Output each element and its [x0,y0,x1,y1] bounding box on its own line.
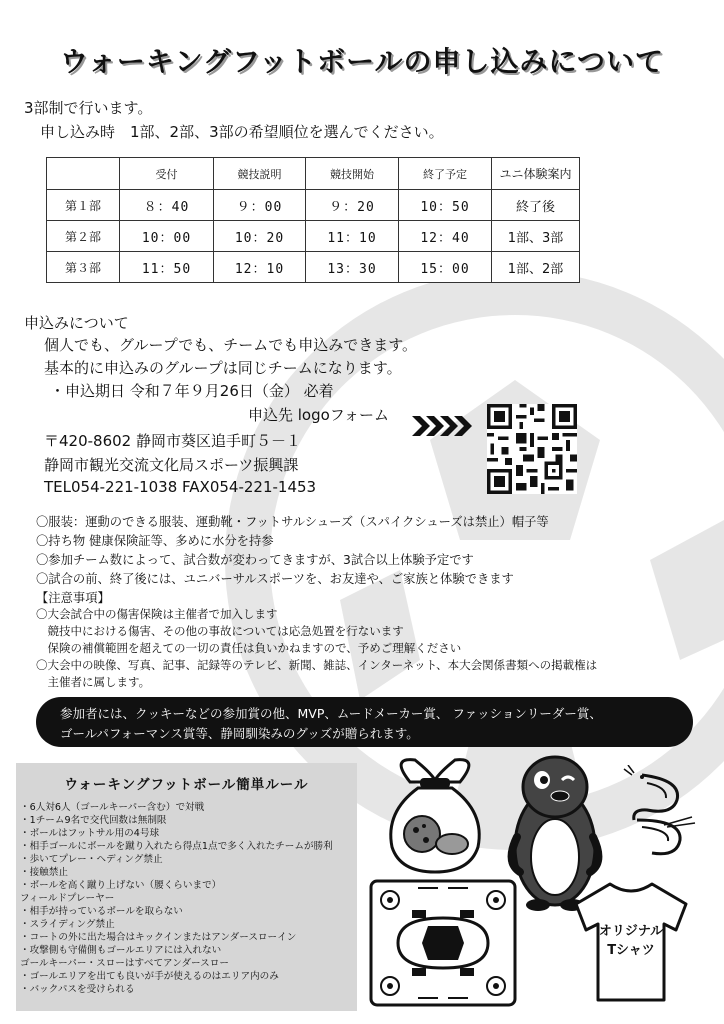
table-cell: 1部、2部 [492,252,580,283]
caution-item: 主催者に属します。 [36,675,151,689]
prizes-banner [36,697,693,747]
application-line-1: 個人でも、グループでも、チームでも申込みできます。 [44,336,418,354]
table-header-cell: ユニ体験案内 [492,158,580,190]
table-cell: ８：40 [120,190,214,221]
page-title: ウォーキングフットボールの申し込みについて [60,45,664,78]
caution-item: 〇大会中の映像、写真、記事、記録等のテレビ、新聞、雑誌、インターネット、本大会関係書類への掲載権は [36,658,598,672]
table-row [47,252,580,283]
prizes-line-1: 参加者には、クッキーなどの参加賞の他、MVP、ムードメーカー賞、 ファッションリーダー賞、 [60,706,602,721]
note-item: 〇参加チーム数によって、試合数が変わってきますが、3試合以上体験予定です [36,553,474,567]
table-cell: 第２部 [47,221,120,252]
tshirt-graphic [572,878,690,1006]
table-cell: 第３部 [47,252,120,283]
rule-item: ゴールキーパー・スローはすべてアンダースロー [20,958,229,969]
chevron-arrows-icon [412,414,474,438]
note-item: 〇持ち物 健康保険証等、多めに水分を持参 [36,534,274,548]
note-item: 〇試合の前、終了後には、ユニバーサルスポーツを、お友達や、ご家族と体験できます [36,572,514,586]
table-row [47,190,580,221]
table-cell: 12：10 [214,252,306,283]
contact-info: TEL054-221-1038 FAX054-221-1453 [44,478,317,496]
caution-item: 保険の補償範囲を超えての一切の責任は負いかねますので、予めご理解ください [36,641,462,655]
rule-item: ・相手ゴールにボールを蹴り入れたら得点1点で多く入れたチームが勝利 [20,841,333,852]
address-line-1: 〒420-8602 静岡市葵区追手町５－１ [44,432,301,450]
rule-item: ・相手が持っているボールを取らない [20,906,183,917]
table-cell: 終了後 [492,190,580,221]
rule-item: ・攻撃側も守備側もゴールエリアには入れない [20,945,222,956]
intro-line-1: 3部制で行います。 [24,99,153,117]
table-cell: 11：10 [306,221,399,252]
table-cell: 第１部 [47,190,120,221]
race-car-icon [368,878,518,1008]
caution-heading: 【注意事項】 [36,591,110,605]
application-deadline: ・申込期日 令和７年９月26日（金） 必着 [50,382,334,400]
table-header-cell: 終了予定 [399,158,492,190]
rule-item: ・コートの外に出た場合はキックインまたはアンダースローイン [20,932,297,943]
table-cell: ９：00 [214,190,306,221]
rule-item: ・接触禁止 [20,867,68,878]
table-cell: 1部、3部 [492,221,580,252]
qr-code[interactable] [487,404,577,494]
table-header-row [47,158,580,190]
table-cell: 11：50 [120,252,214,283]
rule-item: ・ボールはフットサル用の4号球 [20,828,160,839]
table-header-cell: 競技開始 [306,158,399,190]
application-heading: 申込みについて [24,314,129,332]
rule-item: ・ボールを高く蹴り上げない（腰くらいまで） [20,880,222,891]
rules-title: ウォーキングフットボール簡単ルール [64,777,309,793]
rule-item: ・スライディング禁止 [20,919,115,930]
tshirt-label-line-1: オリジナル [598,924,664,939]
rule-item: フィールドプレーヤー [20,893,115,904]
prizes-line-2: ゴールパフォーマンス賞等、静岡馴染みのグッズが贈られます。 [60,726,419,741]
table-header-cell: 受付 [120,158,214,190]
rule-item: ・6人対6人（ゴールキーパー含む）で対戦 [20,802,205,813]
rule-item: ・歩いてプレー・ヘディング禁止 [20,854,163,865]
rule-item: ・ゴールエリアを出ても良いが手が使えるのはエリア内のみ [20,971,279,982]
table-header-cell [47,158,120,190]
shrimp-icon [622,765,697,860]
caution-item: 競技中における傷害、その他の事故については応急処置を行ないます [36,624,404,638]
table-header-cell: 競技説明 [214,158,306,190]
table-cell: 10：50 [399,190,492,221]
rule-item: ・バックパスを受けられる [20,984,135,995]
table-row [47,221,580,252]
cookie-bag-icon [380,752,490,877]
table-cell: 13：30 [306,252,399,283]
address-line-2: 静岡市観光交流文化局スポーツ振興課 [44,456,299,474]
application-line-2: 基本的に申込みのグループは同じチームになります。 [44,359,402,377]
rule-item: ・1チーム9名で交代回数は無制限 [20,815,167,826]
table-cell: 15：00 [399,252,492,283]
rules-panel [16,763,357,1011]
caution-item: 〇大会試合中の傷害保険は主催者で加入します [36,607,278,621]
tshirt-label-line-2: Tシャツ [607,943,655,958]
table-cell: 10：20 [214,221,306,252]
application-form-label: 申込先 logoフォーム [248,406,390,424]
table-cell: ９：20 [306,190,399,221]
schedule-table [46,157,580,283]
intro-line-2: 申し込み時 1部、2部、3部の希望順位を選んでください。 [40,123,444,141]
table-cell: 10：00 [120,221,214,252]
note-item: 〇服装：運動のできる服装、運動靴・フットサルシューズ（スパイクシューズは禁止）帽子等 [36,515,549,529]
table-cell: 12：40 [399,221,492,252]
